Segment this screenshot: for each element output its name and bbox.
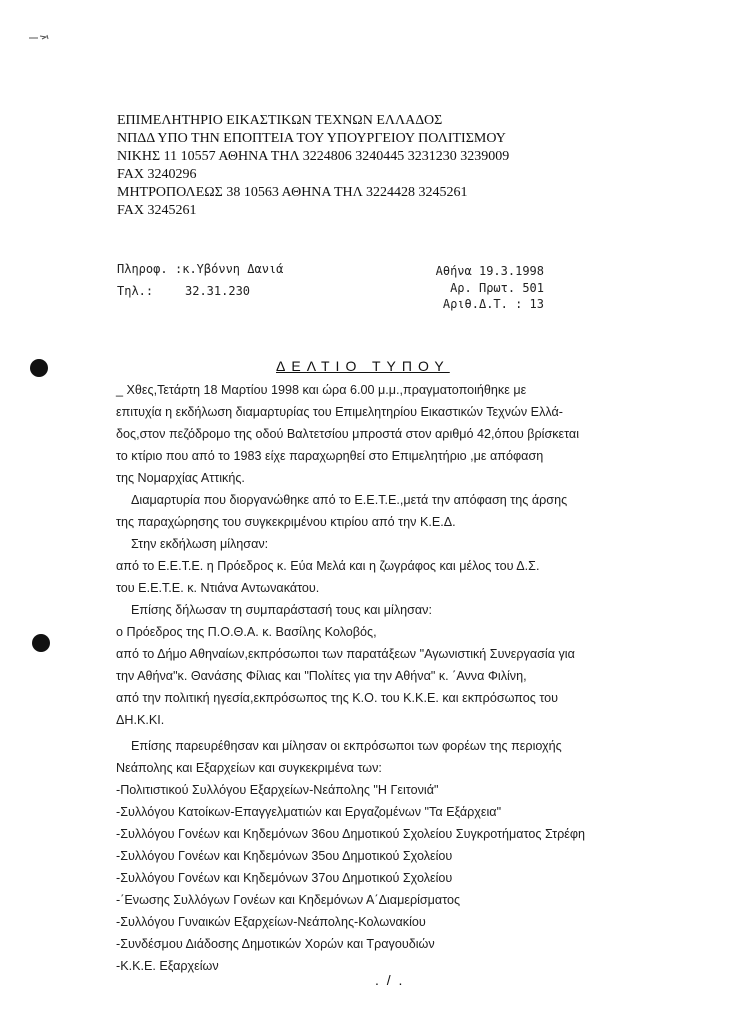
letterhead-address-2: ΜΗΤΡΟΠΟΛΕΩΣ 38 10563 ΑΘΗΝΑ ΤΗΛ 3224428 3245261	[117, 185, 468, 200]
list-item: -Πολιτιστικού Συλλόγου Εξαρχείων-Νεάπολης "Η Γειτονιά"	[116, 783, 439, 797]
body-line: της παραχώρησης του συγκεκριμένου κτιρίου από την Κ.Ε.Δ.	[116, 515, 456, 529]
continuation-mark: . / .	[375, 972, 405, 988]
letterhead-org-name: ΕΠΙΜΕΛΗΤΗΡΙΟ ΕΙΚΑΣΤΙΚΩΝ ΤΕΧΝΩΝ ΕΛΛΑΔΟΣ	[117, 113, 443, 128]
body-line: δος,στον πεζόδρομο της οδού Βαλτετσίου μπροστά στον αριθμό 42,όπου βρίσκεται	[116, 427, 580, 441]
contact-value: :κ.Υβόννη Δανιά	[175, 262, 284, 276]
body-line: από την πολιτική ηγεσία,εκπρόσωπος της Κ.Ο. του Κ.Κ.Ε. και εκπρόσωπος του	[116, 691, 559, 705]
document-body	[116, 379, 676, 977]
list-item: -Κ.Κ.Ε. Εξαρχείων	[116, 959, 219, 973]
document-title: ΔΕΛΤΙΟ ΤΥΠΟΥ	[276, 358, 450, 374]
body-line: Επίσης παρευρέθησαν και μίλησαν οι εκπρόσωποι των φορέων της περιοχής	[131, 739, 562, 753]
body-line: επιτυχία η εκδήλωση διαμαρτυρίας του Επιμελητηρίου Εικαστικών Τεχνών Ελλά-	[116, 405, 563, 419]
body-line: την Αθήνα"κ. Θανάσης Φίλιας και "Πολίτες για την Αθήνα" κ. ΄Αννα Φιλίνη,	[116, 669, 527, 683]
body-line: Διαμαρτυρία που διοργανώθηκε από το Ε.Ε.Τ.Ε.,μετά την απόφαση της άρσης	[131, 493, 568, 507]
list-item: -Συλλόγου Γονέων και Κηδεμόνων 37ου Δημοτικού Σχολείου	[116, 871, 453, 885]
body-line: της Νομαρχίας Αττικής.	[116, 471, 245, 485]
letterhead	[117, 112, 509, 220]
punch-hole-icon	[32, 634, 50, 652]
document-date: Αθήνα 19.3.1998	[435, 264, 544, 278]
list-item: -Συλλόγου Γονέων και Κηδεμόνων 35ου Δημοτικού Σχολείου	[116, 849, 453, 863]
contact-label: Πληροφ.	[117, 262, 168, 276]
press-release-number: Αριθ.Δ.Τ. : 13	[442, 297, 544, 311]
body-line: από το Ε.Ε.Τ.Ε. η Πρόεδρος κ. Εύα Μελά και η ζωγράφος και μέλος του Δ.Σ.	[116, 559, 540, 573]
corner-mark-icon	[28, 33, 50, 43]
punch-hole-icon	[30, 359, 48, 377]
phone-value: 32.31.230	[185, 284, 251, 298]
letterhead-org-status: ΝΠΔΔ ΥΠΟ ΤΗΝ ΕΠΟΠΤΕΙΑ ΤΟΥ ΥΠΟΥΡΓΕΙΟΥ ΠΟΛΙΤΙΣΜΟΥ	[117, 131, 506, 146]
phone-label: Τηλ.:	[117, 284, 154, 298]
list-item: -΄Ενωσης Συλλόγων Γονέων και Κηδεμόνων Α΄Διαμερίσματος	[116, 893, 461, 907]
body-line: Επίσης δήλωσαν τη συμπαράστασή τους και μίλησαν:	[131, 603, 432, 617]
body-line: _ Χθες,Τετάρτη 18 Μαρτίου 1998 και ώρα 6.00 μ.μ.,πραγματοποιήθηκε με	[116, 383, 527, 397]
body-line: του Ε.Ε.Τ.Ε. κ. Ντιάνα Αντωνακάτου.	[116, 581, 320, 595]
letterhead-fax-1: FAX 3240296	[117, 167, 197, 182]
list-item: -Συλλόγου Γυναικών Εξαρχείων-Νεάπολης-Κολωνακίου	[116, 915, 426, 929]
letterhead-fax-2: FAX 3245261	[117, 203, 197, 218]
body-line: Νεάπολης και Εξαρχείων και συγκεκριμένα των:	[116, 761, 382, 775]
protocol-number: Αρ. Πρωτ. 501	[450, 281, 544, 295]
body-line: από το Δήμο Αθηναίων,εκπρόσωποι των παρατάξεων "Αγωνιστική Συνεργασία για	[116, 647, 575, 661]
body-line: το κτίριο που από το 1983 είχε παραχωρηθεί στο Επιμελητήριο ,με απόφαση	[116, 449, 544, 463]
list-item: -Συνδέσμου Διάδοσης Δημοτικών Χορών και Τραγουδιών	[116, 937, 435, 951]
body-line: Στην εκδήλωση μίλησαν:	[131, 537, 269, 551]
list-item: -Συλλόγου Κατοίκων-Επαγγελματιών και Εργαζομένων "Τα Εξάρχεια"	[116, 805, 502, 819]
list-item: -Συλλόγου Γονέων και Κηδεμόνων 36ου Δημοτικού Σχολείου Συγκροτήματος Στρέφη	[116, 827, 586, 841]
body-line: ο Πρόεδρος της Π.Ο.Θ.Α. κ. Βασίλης Κολοβός,	[116, 625, 377, 639]
body-line: ΔΗ.Κ.ΚΙ.	[116, 713, 165, 727]
letterhead-address-1: ΝΙΚΗΣ 11 10557 ΑΘΗΝΑ ΤΗΛ 3224806 3240445 3231230 3239009	[117, 149, 510, 164]
